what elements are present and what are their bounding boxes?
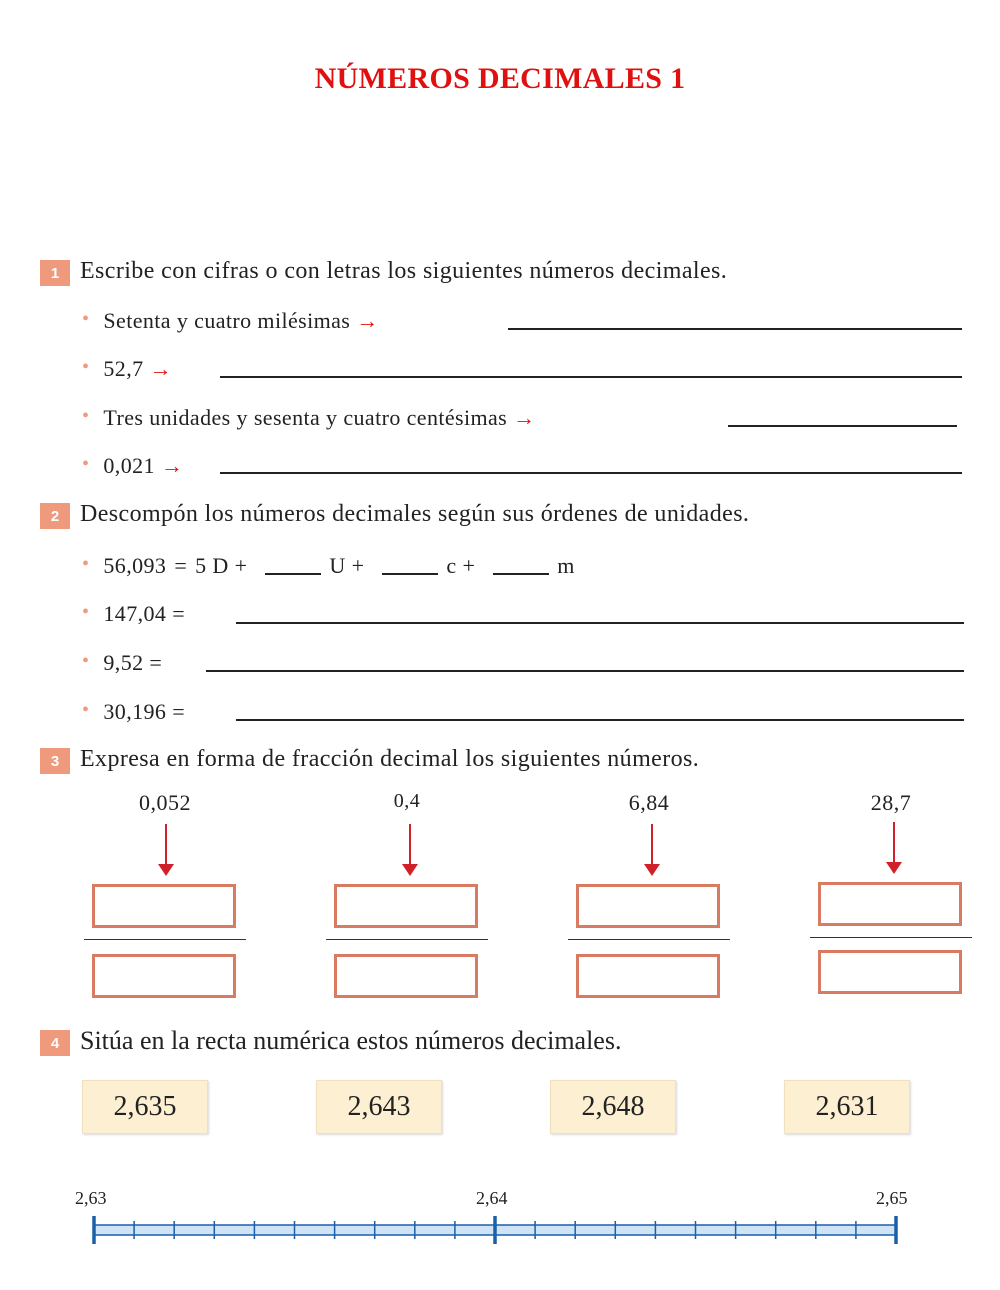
bullet-icon: • [82, 601, 90, 623]
exercise-number-badge: 1 [40, 260, 70, 286]
exercise-instruction: Sitúa en la recta numérica estos números decimales. [80, 1026, 622, 1055]
answer-line[interactable] [206, 670, 964, 672]
item-text: Tres unidades y sesenta y cuatro centésimas [103, 405, 508, 430]
answer-line[interactable] [236, 719, 964, 721]
denominator-box[interactable] [818, 950, 962, 994]
denominator-box[interactable] [92, 954, 236, 998]
ex1-item-1 [82, 304, 379, 334]
ex2-item-4 [82, 695, 185, 725]
fraction-column-2 [326, 790, 488, 813]
fraction-column-4 [810, 790, 972, 816]
draggable-number-card[interactable]: 2,643 [316, 1080, 442, 1134]
arrow-down-icon [158, 824, 174, 876]
hundredths-label: c + [446, 553, 476, 578]
numerator-box[interactable] [818, 882, 962, 926]
equals-sign: = [174, 553, 188, 578]
exercise-4-heading [40, 1026, 621, 1056]
bullet-icon: • [82, 405, 90, 427]
units-label: U + [329, 553, 365, 578]
fraction-bar [326, 939, 488, 940]
exercise-number-badge: 2 [40, 503, 70, 529]
exercise-2-heading [40, 499, 749, 529]
thousandths-blank[interactable] [493, 572, 549, 575]
draggable-number-card[interactable]: 2,631 [784, 1080, 910, 1134]
arrow-right-icon: → [160, 453, 184, 478]
fraction-bar [568, 939, 730, 940]
decimal-number: 28,7 [870, 790, 912, 815]
fraction-column-3 [568, 790, 730, 816]
answer-line[interactable] [728, 425, 957, 427]
ex1-item-2 [82, 352, 172, 382]
arrow-down-icon [402, 824, 418, 876]
decimal-number: 6,84 [628, 790, 670, 815]
item-text: 52,7 [103, 356, 144, 381]
units-blank[interactable] [265, 572, 321, 575]
bullet-icon: • [82, 699, 90, 721]
bullet-icon: • [82, 356, 90, 378]
exercise-instruction: Descompón los números decimales según sus órdenes de unidades. [80, 500, 750, 527]
item-text: Setenta y cuatro milésimas [103, 308, 351, 333]
ex1-item-3 [82, 401, 536, 431]
denominator-box[interactable] [576, 954, 720, 998]
number-line[interactable] [80, 1212, 910, 1248]
number-line-label-middle: 2,64 [476, 1188, 508, 1208]
arrow-down-icon [644, 824, 660, 876]
number-line-label-start: 2,63 [75, 1188, 107, 1208]
bullet-icon: • [82, 453, 90, 475]
fraction-column-1 [84, 790, 246, 816]
bullet-icon: • [82, 650, 90, 672]
arrow-right-icon: → [513, 405, 536, 430]
exercise-number-badge: 3 [40, 748, 70, 774]
item-text: 0,021 [103, 453, 155, 478]
ex1-item-4 [82, 449, 183, 479]
decomposed-number: 56,093 [103, 553, 167, 578]
numerator-box[interactable] [576, 884, 720, 928]
item-text: 30,196 = [103, 699, 186, 724]
ex2-item-1 [82, 549, 575, 579]
ex2-item-2 [82, 597, 185, 627]
item-text: 9,52 = [103, 650, 163, 675]
exercise-instruction: Escribe con cifras o con letras los siguientes números decimales. [80, 257, 728, 284]
bullet-icon: • [82, 553, 90, 575]
answer-line[interactable] [236, 622, 964, 624]
answer-line[interactable] [508, 328, 962, 330]
decimal-number: 0,4 [393, 790, 421, 812]
exercise-number-badge: 4 [40, 1030, 70, 1056]
item-text: 147,04 = [103, 601, 186, 626]
ex2-item-3 [82, 646, 162, 676]
exercise-instruction: Expresa en forma de fracción decimal los siguientes números. [80, 745, 700, 772]
decimal-number: 0,052 [139, 790, 191, 815]
draggable-number-card[interactable]: 2,635 [82, 1080, 208, 1134]
exercise-1-heading [40, 256, 727, 286]
fraction-bar [84, 939, 246, 940]
page-title: NÚMEROS DECIMALES 1 [314, 62, 686, 95]
draggable-number-card[interactable]: 2,648 [550, 1080, 676, 1134]
numerator-box[interactable] [334, 884, 478, 928]
number-line-label-end: 2,65 [876, 1188, 908, 1208]
answer-line[interactable] [220, 376, 962, 378]
bullet-icon: • [82, 308, 90, 330]
fraction-bar [810, 937, 972, 938]
arrow-right-icon: → [149, 356, 172, 381]
arrow-down-icon [886, 822, 902, 874]
denominator-box[interactable] [334, 954, 478, 998]
answer-line[interactable] [220, 472, 962, 474]
thousandths-label: m [557, 553, 575, 578]
numerator-box[interactable] [92, 884, 236, 928]
exercise-3-heading [40, 744, 699, 774]
given-tens: 5 D + [195, 553, 248, 578]
hundredths-blank[interactable] [382, 572, 438, 575]
arrow-right-icon: → [356, 308, 379, 333]
